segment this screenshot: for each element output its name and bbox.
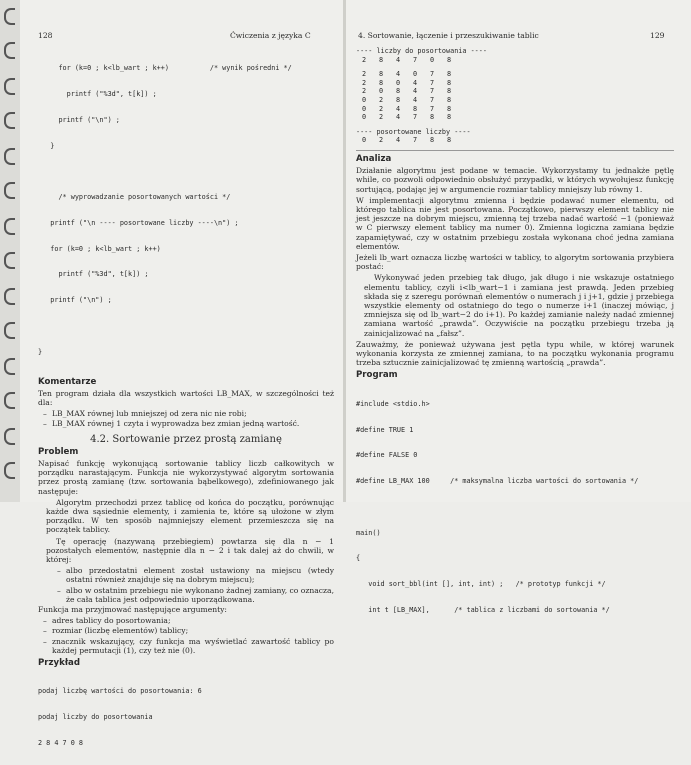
list-item: – znacznik wskazujący, czy funkcja ma wyświetlać zawartość tablicy po każdej permutacji (1), czy też nie (0).	[52, 637, 334, 655]
code-block-top	[38, 47, 334, 374]
list-item: – adres tablicy do posortowania;	[52, 616, 334, 625]
ring-icon	[4, 112, 15, 129]
table-header: ---- liczby do posortowania ----	[356, 47, 487, 55]
table-cell: 4	[396, 136, 401, 145]
ring-icon	[4, 182, 15, 199]
code-line	[38, 167, 334, 176]
table-cell: 8	[447, 55, 452, 64]
table-row	[356, 70, 674, 79]
table-cell: 4	[396, 70, 401, 79]
right-running-header: 4. Sortowanie, łączenie i przeszukiwanie tablic	[358, 31, 539, 40]
table-cell: 8	[447, 78, 452, 87]
table-cell: 0	[362, 136, 367, 145]
table-cell: 8	[447, 70, 452, 79]
table-row	[356, 87, 674, 96]
table-cell: 0	[362, 104, 367, 113]
table-cell: 8	[413, 104, 418, 113]
table-cell: 7	[430, 104, 435, 113]
table-cell: 7	[430, 78, 435, 87]
left-running-header: Ćwiczenia z języka C	[230, 31, 311, 40]
table-cell: 2	[362, 87, 367, 96]
list-item: – LB_MAX równej 1 czyta i wyprowadza bez zmian jedną wartość.	[52, 419, 334, 428]
section-title: 4.2. Sortowanie przez prostą zamianę	[90, 433, 282, 445]
analiza-heading: Analiza	[356, 153, 392, 164]
analiza-paragraph: Zauważmy, że ponieważ używana jest pętla typu while, w której warunek wykonania korzysta ze zmiennej zamiana, to na początku wykonania programu trzeba sztucznie zainicjalizować tę zmienną wartością „prawda”.	[356, 339, 674, 368]
code-line: #define LB_MAX 100 /* maksymalna liczba wartości do sortowania */	[356, 477, 639, 486]
table-cell: 2	[362, 70, 367, 79]
code-line: {	[356, 554, 361, 563]
code-line: printf ("\n") ;	[38, 296, 112, 305]
problem-intro: Napisać funkcję wykonującą sortowanie tablicy liczb całkowitych w porządku narastającym. Funkcja nie wykorzystywać algorytm sortowania przez prostą zamianę (tzw. sortowania bąbelkowego), zdefiniowanego jak następuje:	[38, 458, 334, 496]
code-line: for (k=0 ; k<lb_wart ; k++) /* wynik pośredni */	[38, 64, 292, 73]
table-cell: 0	[430, 55, 435, 64]
analiza-paragraph: Jeżeli lb_wart oznacza liczbę wartości w tablicy, to algorytm sortowania przybiera postać:	[356, 252, 674, 272]
code-line: printf ("%3d", t[k]) ;	[38, 89, 157, 98]
komentarze-list	[38, 409, 334, 428]
table-cell: 8	[396, 95, 401, 104]
table-cell: 4	[396, 104, 401, 113]
problem-paragraph: Tę operację (nazywaną przebiegiem) powtarza się dla n − 1 pozostałych elementów, następnie dla n − 2 i tak dalej aż do chwili, w której:	[46, 536, 334, 565]
ring-icon	[4, 218, 15, 235]
list-item: – albo przedostatni element został ustawiony na miejscu (wtedy ostatni również znajduje się na dobrym miejscu);	[66, 566, 334, 584]
table-cell: 2	[379, 104, 384, 113]
table-cell: 8	[379, 70, 384, 79]
code-line: /* wyprowadzanie posortowanych wartości */	[38, 193, 231, 202]
binder-rings	[0, 0, 20, 502]
table-cell: 2	[379, 136, 384, 145]
sort-trace-table	[356, 47, 674, 145]
table-cell: 7	[430, 87, 435, 96]
table-cell: 8	[447, 104, 452, 113]
trace-rows	[356, 70, 674, 122]
table-cell: 8	[379, 55, 384, 64]
code-line: printf ("%3d", t[k]) ;	[38, 270, 149, 279]
code-line: void sort_bbl(int [], int, int) ; /* prototyp funkcji */	[356, 580, 606, 589]
table-cell: 4	[396, 113, 401, 122]
sorted-header: ---- posortowane liczby ----	[356, 127, 471, 136]
przyklad-code	[38, 670, 334, 765]
table-cell: 8	[396, 87, 401, 96]
ring-icon	[4, 428, 15, 445]
code-line: podaj liczbę wartości do posortowania: 6	[38, 687, 202, 696]
table-cell: 7	[413, 55, 418, 64]
args-list	[38, 616, 334, 655]
table-cell: 7	[430, 70, 435, 79]
table-cell: 8	[430, 113, 435, 122]
ring-icon	[4, 288, 15, 305]
table-cell: 0	[362, 113, 367, 122]
table-cell: 0	[379, 87, 384, 96]
code-line: for (k=0 ; k<lb_wart ; k++)	[38, 244, 161, 253]
table-cell: 2	[362, 78, 367, 87]
ring-icon	[4, 8, 15, 25]
ring-icon	[4, 462, 15, 479]
table-cell: 2	[362, 55, 367, 64]
ring-icon	[4, 252, 15, 269]
table-row	[356, 105, 674, 114]
table-cell: 0	[413, 70, 418, 79]
code-line: printf ("\n ---- posortowane liczby ----\n") ;	[38, 218, 239, 227]
table-cell: 8	[447, 87, 452, 96]
program-code	[356, 383, 674, 632]
przyklad-heading: Przykład	[38, 658, 80, 669]
table-cell: 8	[447, 113, 452, 122]
komentarze-text: Ten program działa dla wszystkich wartości LB_MAX, w szczególności też dla:	[38, 388, 334, 407]
list-item: – albo w ostatnim przebiegu nie wykonano żadnej zamiany, co oznacza, że cała tablica jest odpowiednio uporządkowana.	[66, 586, 334, 604]
list-item: – LB_MAX równej lub mniejszej od zera nic nie robi;	[52, 409, 334, 418]
list-item: – rozmiar (liczbę elementów) tablicy;	[52, 626, 334, 635]
table-row	[356, 96, 674, 105]
problem-list	[38, 566, 334, 604]
code-line: #include <stdio.h>	[356, 399, 430, 408]
ring-icon	[4, 392, 15, 409]
program-heading: Program	[356, 370, 398, 381]
code-line: #define FALSE 0	[356, 451, 418, 460]
table-cell: 8	[430, 136, 435, 145]
code-line: printf ("\n") ;	[38, 115, 120, 124]
code-line	[356, 503, 674, 512]
code-line: 2 8 4 7 0 8	[38, 739, 84, 747]
table-cell: 7	[413, 113, 418, 122]
code-line	[38, 322, 334, 331]
ring-icon	[4, 78, 15, 95]
right-page-number: 129	[650, 31, 665, 40]
table-row	[356, 79, 674, 88]
page-gutter	[343, 0, 346, 502]
table-cell: 8	[447, 95, 452, 104]
code-line: podaj liczby do posortowania	[38, 713, 153, 722]
analiza-paragraph: Działanie algorytmu jest podane w temacie. Wykorzystamy tu jednakże pętlę while, co pozwoli odpowiednio obsłużyć przypadki, w których wywołujesz funkcję sortującą, podając jej w argumencie rozmiar tablicy mniejszy lub równy 1.	[356, 166, 674, 194]
code-line: }	[38, 141, 55, 150]
analiza-paragraph: Wykonywać jeden przebieg tak długo, jak długo i nie wskazuje ostatniego elementu tablicy, czyli i<lb_wart−1 i zamiana jest prawdą. Jeden przebieg składa się z szeregu porównań elementów o numerach j i j+1, gdzie j przebiega wszystkie elementy od ostatniego do tego o numerze i+1 (inaczej mówiąc, j zmniejsza się od lb_wart−2 do i+1). Po każdej zamianie należy nadać zmiennej zamiana wartość „prawda”. Oczywiście na początku przebiegu trzeba ją zainicjalizować na „fałsz”.	[364, 273, 674, 338]
table-cell: 0	[396, 78, 401, 87]
table-cell: 0	[362, 95, 367, 104]
table-cell: 8	[379, 78, 384, 87]
table-cell: 7	[413, 136, 418, 145]
code-line: #define TRUE 1	[356, 425, 414, 434]
analiza-paragraph: W implementacji algorytmu zmienna i będzie podawać numer elementu, od którego tablica nie jest posortowana. Początkowo, pierwszy element tablicy nie jest jeszcze na dobrym miejscu, zmienną tej trzeba nadać wartość −1 (ponieważ w C pierwszy element tablicy ma numer 0). Zmienna logiczna zamiana będzie zapamiętywać, czy w ostatnim przebiegu została wykonana choć jedna zamiana elementów.	[356, 195, 674, 251]
code-line: int t [LB_MAX], /* tablica z liczbami do sortowania */	[356, 606, 610, 615]
code-line: }	[38, 347, 43, 356]
table-cell: 4	[396, 55, 401, 64]
komentarze-heading: Komentarze	[38, 376, 97, 387]
ring-icon	[4, 322, 15, 339]
ring-icon	[4, 148, 15, 165]
problem-paragraph: Algorytm przechodzi przez tablicę od końca do początku, porównując każde dwa sąsiednie elementy, i zamienia te, które są ułożone w złym porządku. W ten sposób najmniejszy element przemieszcza się na początek tablicy.	[46, 497, 334, 535]
table-cell: 2	[379, 113, 384, 122]
left-page	[38, 47, 334, 765]
table-cell: 4	[413, 87, 418, 96]
table-cell: 8	[447, 136, 452, 145]
table-cell: 4	[413, 95, 418, 104]
args-text: Funkcja ma przyjmować następujące argumenty:	[38, 605, 227, 615]
ring-icon	[4, 358, 15, 375]
table-row	[356, 113, 674, 122]
left-page-number: 128	[38, 31, 53, 40]
table-row	[356, 136, 674, 145]
code-line: main()	[356, 528, 381, 537]
right-page	[356, 47, 674, 632]
ring-icon	[4, 42, 15, 59]
table-row	[356, 56, 674, 65]
table-cell: 4	[413, 78, 418, 87]
table-cell: 7	[430, 95, 435, 104]
problem-heading: Problem	[38, 446, 79, 457]
table-cell: 2	[379, 95, 384, 104]
